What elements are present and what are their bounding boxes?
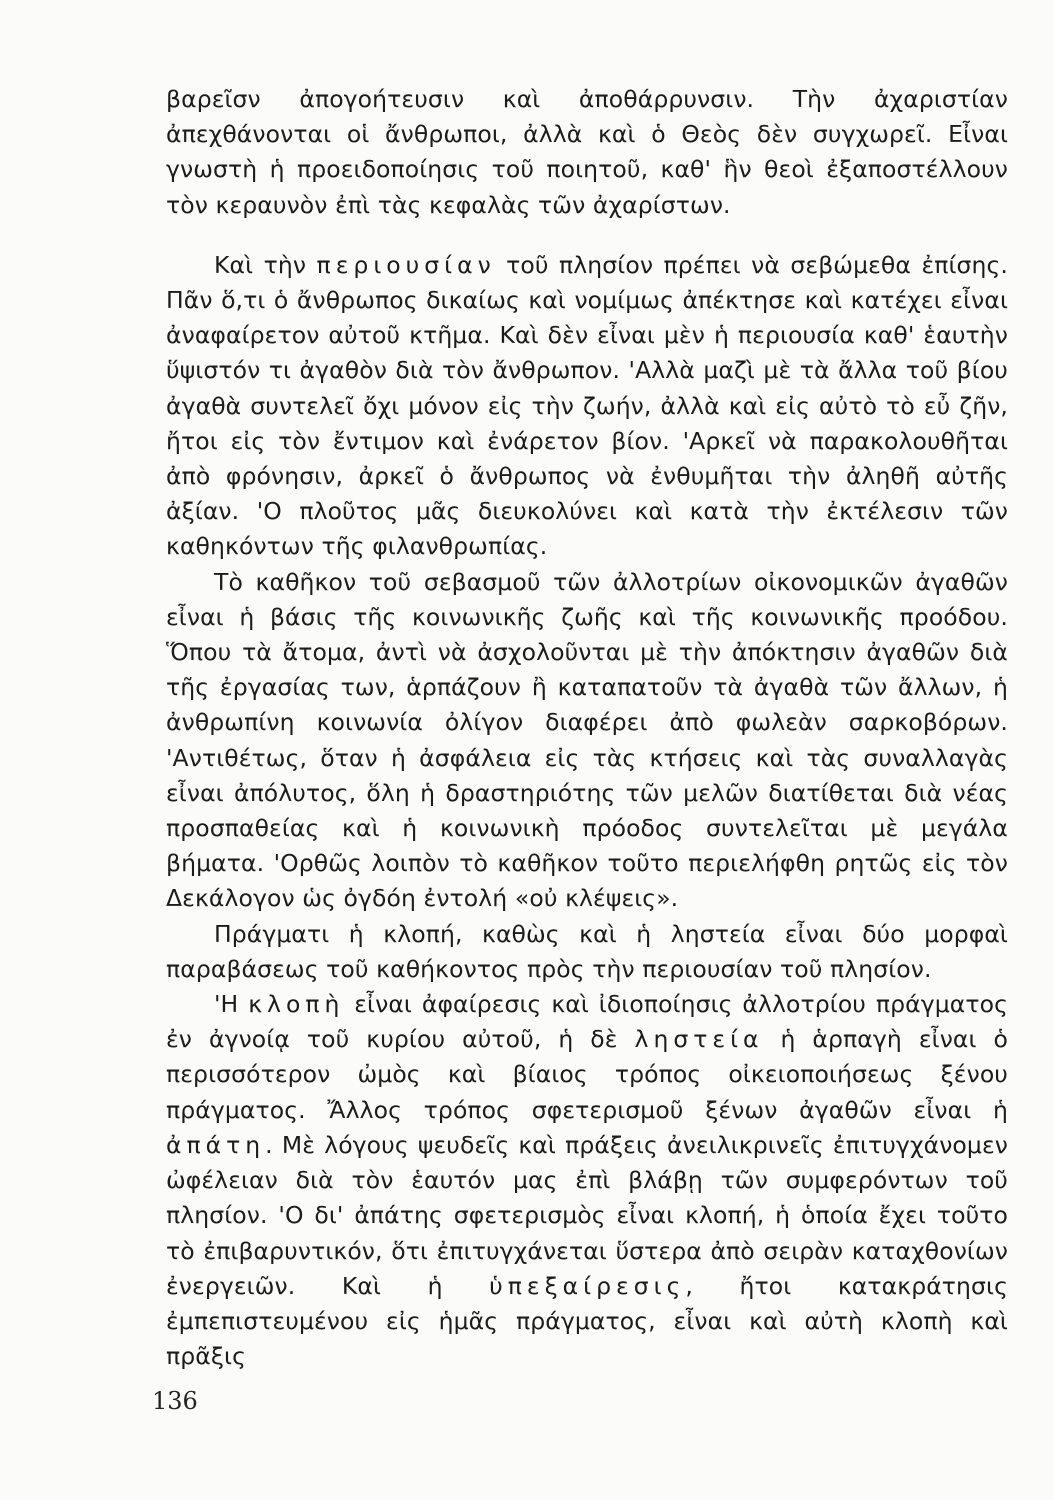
text-run: 'Η: [214, 990, 249, 1019]
body-text: [166, 82, 1008, 1374]
text-run: Τὸ καθῆκον τοῦ σεβασμοῦ τῶν ἀλλοτρίων οἰκονομικῶν ἀγαθῶν εἶναι ἡ βάσις τῆς κοινωνικῆς ζωῆς καὶ τῆς κοινωνικῆς προόδου. Ὅπου τὰ ἄτομα, ἀντὶ νὰ ἀσχολοῦνται μὲ τὴν ἀπόκτησιν ἀγαθῶν διὰ τῆς ἐργασίας των, ἁρπάζουν ἢ καταπατοῦν τὰ ἀγαθὰ τῶν ἄλλων, ἡ ἀνθρωπίνη κοινωνία ὀλίγον διαφέρει ἀπὸ φωλεὰν σαρκοβόρων. 'Αντιθέτως, ὅταν ἡ ἀσφάλεια εἰς τὰς κτήσεις καὶ τὰς συναλλαγὰς εἶναι ἀπόλυτος, ὅλη ἡ δραστηριότης τῶν μελῶν διατίθεται διὰ νέας προσπαθείας καὶ ἡ κοινωνικὴ πρόοδος συντελεῖται μὲ μεγάλα βήματα. 'Ορθῶς λοιπὸν τὸ καθῆκον τοῦτο περιελήφθη ρητῶς εἰς τὸν Δεκάλογον ὡς ὀγδόη ἐντολή «οὐ κλέψεις».: [166, 567, 1008, 913]
spaced-emphasis-term: ὑπεξαίρεσις: [489, 1271, 686, 1300]
paragraph-3: [166, 565, 1008, 917]
text-run: ἡ ἁρπαγὴ εἶναι ὁ περισσότερον ὠμὸς καὶ βίαιος τρόπος οἰκειοποιήσεως ξένου πράγματος. Ἄλλος τρόπος σφετερισμοῦ ξένων ἀγαθῶν εἶναι ἡ: [166, 1025, 1008, 1124]
paragraph-4: [166, 917, 1008, 987]
text-run: Καὶ τὴν: [214, 250, 317, 279]
spaced-emphasis-term: ἀπάτη: [166, 1130, 266, 1159]
text-run: τοῦ πλησίον πρέπει νὰ σεβώμεθα ἐπίσης. Πᾶν ὅ,τι ὁ ἄνθρωπος δικαίως καὶ νομίμως ἀπέκτησε καὶ κατέχει εἶναι ἀναφαίρετον αὐτοῦ κτῆμα. Καὶ δὲν εἶναι μὲν ἡ περιουσία καθ' ἑαυτὴν ὕψιστόν τι ἀγαθὸν διὰ τὸν ἄνθρωπον. 'Αλλὰ μαζὶ μὲ τὰ ἄλλα τοῦ βίου ἀγαθὰ συντελεῖ ὄχι μόνον εἰς τὴν ζωήν, ἀλλὰ καὶ εἰς αὐτὸ τὸ εὖ ζῆν, ἤτοι εἰς τὸν ἔντιμον καὶ ἐνάρετον βίον. 'Αρκεῖ νὰ παρακολουθῆται ἀπὸ φρόνησιν, ἀρκεῖ ὁ ἄνθρωπος νὰ ἐνθυμῆται τὴν ἀληθῆ αὐτῆς ἀξίαν. 'Ο πλοῦτος μᾶς διευκολύνει καὶ κατὰ τὴν ἐκτέλεσιν τῶν καθηκόντων τῆς φιλανθρωπίας.: [166, 250, 1009, 561]
spaced-emphasis-term: περιουσίαν: [316, 250, 496, 279]
page-number: 136: [152, 1387, 198, 1415]
text-run: . Μὲ λόγους ψευδεῖς καὶ πράξεις ἀνειλικρινεῖς ἐπιτυγχάνομεν ὠφέλειαν διὰ τὸν ἑαυτόν μας ἐπὶ βλάβῃ τῶν συμφερόντων τοῦ πλησίον. 'Ο δι' ἀπάτης σφετερισμὸς εἶναι κλοπή, ἡ ὁποία ἔχει τοῦτο τὸ ἐπιβαρυντικόν, ὅτι ἐπιτυγχάνεται ὕστερα ἀπὸ σειρὰν καταχθονίων ἐνεργειῶν. Καὶ ἡ: [166, 1130, 1008, 1300]
spaced-emphasis-term: κλοπὴ: [248, 990, 345, 1019]
paragraph-5: [166, 987, 1008, 1374]
text-run: εἶναι ἀφαίρεσις καὶ ἰδιοποίησις ἀλλοτρίου πράγματος ἐν ἀγνοίᾳ τοῦ κυρίου αὐτοῦ, ἡ δὲ: [166, 990, 1008, 1054]
text-run: Πράγματι ἡ κλοπή, καθὼς καὶ ἡ ληστεία εἶναι δύο μορφαὶ παραβάσεως τοῦ καθήκοντος πρὸς τὴν περιουσίαν τοῦ πλησίον.: [166, 919, 1008, 983]
text-run: βαρεῖσν ἀπογοήτευσιν καὶ ἀποθάρρυνσιν. Τὴν ἀχαριστίαν ἀπεχθάνονται οἱ ἄνθρωποι, ἀλλὰ καὶ ὁ Θεὸς δὲν συγχωρεῖ. Εἶναι γνωστὴ ἡ προειδοποίησις τοῦ ποιητοῦ, καθ' ἣν θεοὶ ἐξαποστέλλουν τὸν κεραυνὸν ἐπὶ τὰς κεφαλὰς τῶν ἀχαρίστων.: [166, 85, 1008, 219]
spaced-emphasis-term: ληστεία: [634, 1025, 764, 1054]
paragraph-2: [166, 248, 1008, 565]
text-run: , ἤτοι κατακράτησις ἐμπεπιστευμένου εἰς ἡμᾶς πράγματος, εἶναι καὶ αὐτὴ κλοπὴ καὶ πρᾶξις: [166, 1271, 1008, 1371]
paragraph-1: [166, 82, 1008, 223]
